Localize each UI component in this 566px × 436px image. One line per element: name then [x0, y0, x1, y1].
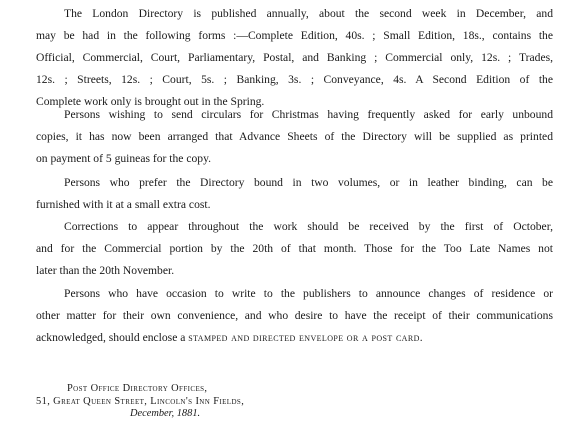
text-line — [36, 327, 553, 349]
paragraph-editions — [36, 3, 553, 113]
text-line: on payment of 5 guineas for the copy. — [36, 152, 212, 165]
text-line: and for the Commercial portion by the 20th of that month. Those for the Too Late Names not — [36, 242, 553, 255]
text-line-prefix: acknowledged, should enclose a — [36, 331, 186, 344]
signature-office: Post Office Directory Offices, — [67, 383, 208, 394]
paragraph-corrections — [36, 216, 553, 282]
text-line: Corrections to appear throughout the work should be received by the first of October, — [64, 220, 553, 233]
text-line: 12s. ; Streets, 12s. ; Court, 5s. ; Banking, 3s. ; Conveyance, 4s. A Second Edition of the — [36, 73, 553, 86]
text-line: Persons wishing to send circulars for Christmas having frequently asked for early unbound — [64, 108, 553, 121]
text-line: other matter for their own convenience, and who desire to have the receipt of their communications — [36, 309, 553, 322]
text-line: The London Directory is published annually, about the second week in December, and — [64, 7, 553, 20]
text-line: Persons who have occasion to write to the publishers to announce changes of residence or — [64, 287, 553, 300]
text-line: may be had in the following forms :—Complete Edition, 40s. ; Small Edition, 18s., contains the — [36, 29, 553, 42]
text-line: later than the 20th November. — [36, 264, 175, 277]
signature-address: 51, Great Queen Street, Lincoln's Inn Fields, — [36, 395, 245, 407]
signature-date: December, 1881. — [130, 408, 201, 419]
text-line: copies, it has now been arranged that Advance Sheets of the Directory will be supplied as printed — [36, 130, 553, 143]
text-line: Official, Commercial, Court, Parliamentary, Postal, and Banking ; Commercial only, 12s. ; Trades, — [36, 51, 553, 64]
text-line: furnished with it at a small extra cost. — [36, 198, 211, 211]
signature-block — [36, 383, 336, 421]
text-line: Persons who prefer the Directory bound in two volumes, or in leather binding, can be — [64, 176, 553, 189]
stamped-envelope-phrase: stamped and directed envelope or a post card. — [188, 331, 424, 344]
paragraph-correspondence — [36, 283, 553, 349]
paragraph-binding — [36, 172, 553, 216]
text-line: Complete work only is brought out in the Spring. — [36, 95, 265, 108]
paragraph-advance-sheets — [36, 104, 553, 170]
